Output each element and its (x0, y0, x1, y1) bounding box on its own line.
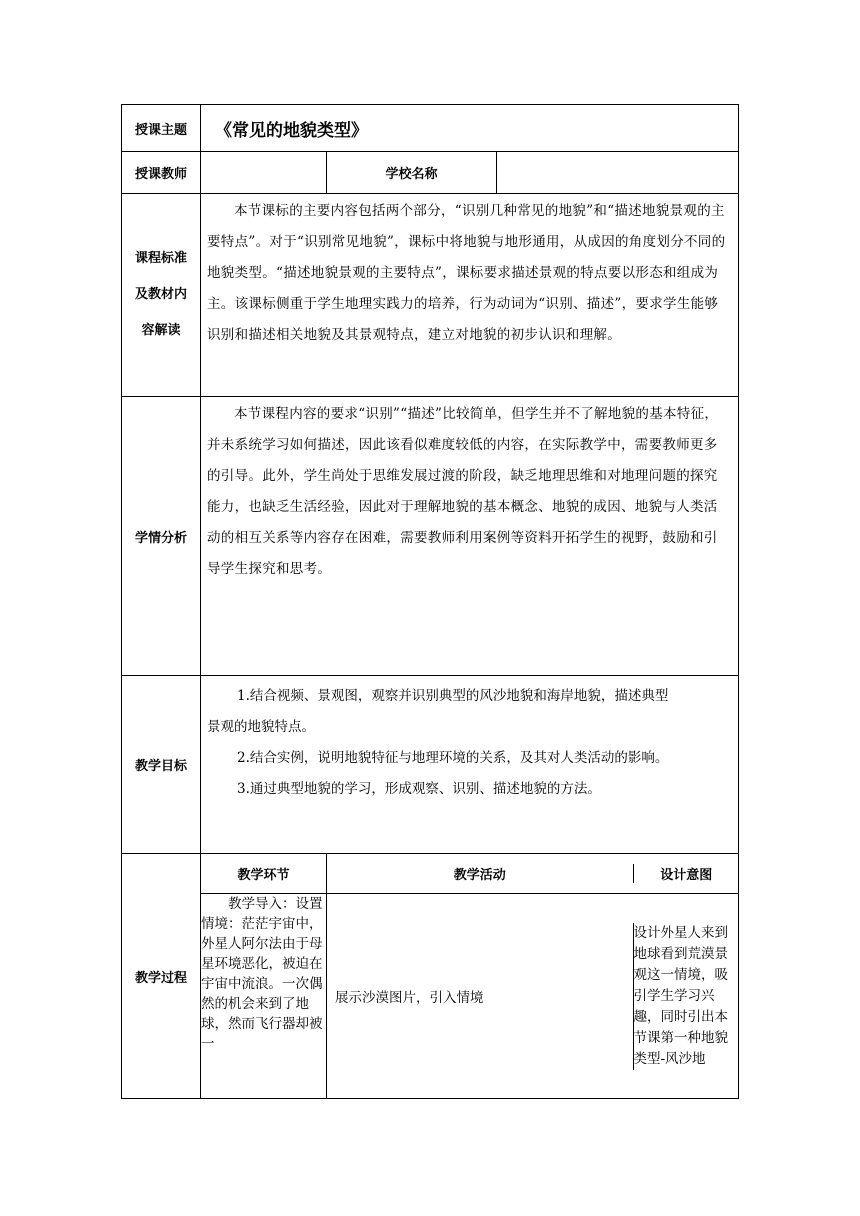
standard-label-line: 容解读 (141, 323, 181, 338)
intent-cell: 设计外星人来到地球看到荒漠景观这一情境，吸引学生学习兴趣，同时引出本节课第一种地貌类型-风沙地 (633, 923, 739, 1070)
topic-label: 授课主题 (122, 105, 201, 152)
standard-row (122, 194, 739, 397)
goals-row (122, 676, 739, 854)
school-label: 学校名称 (327, 152, 497, 194)
process-label: 教学过程 (122, 854, 201, 1099)
standard-label-line: 及教材内 (134, 287, 187, 302)
lesson-plan-table (121, 104, 739, 1099)
goal-item: 3.通过典型地貌的学习，形成观察、识别、描述地貌的方法。 (237, 781, 601, 797)
topic-value: 《常见的地貌类型》 (201, 105, 739, 152)
analysis-text: 本节课程内容的要求“识别”“描述”比较简单，但学生并不了解地貌的基本特征，并未系统学习如何描述，因此该看似难度较低的内容，在实际教学中，需要教师更多的引导。此外，学生尚处于思维发展过渡的阶段，缺乏地理思维和对地理问题的探究能力，也缺乏生活经验，因此对于理解地貌的基本概念、地貌的成因、地貌与人类活动的相互关系等内容存在困难，需要教师利用案例等资料开拓学生的视野，鼓励和引导学生探究和思考。 (207, 406, 719, 577)
intent-header: 设计意图 (633, 864, 739, 883)
goal-item: 1.结合视频、景观图，观察并识别典型的风沙地貌和海岸地貌，描述典型 (237, 688, 669, 704)
activity-header: 教学活动 (327, 864, 633, 883)
process-header-row (122, 854, 739, 894)
stage-header: 教学环节 (201, 854, 327, 894)
teacher-label: 授课教师 (122, 152, 201, 194)
teacher-row (122, 152, 739, 194)
goals-label: 教学目标 (122, 676, 201, 854)
school-value (497, 152, 739, 194)
stage-cell: 教学导入：设置情境：茫茫宇宙中，外星人阿尔法由于母星环境恶化，被迫在宇宙中流浪。一次偶然的机会来到了地球，然而飞行器却被一 (201, 894, 327, 1099)
analysis-label: 学情分析 (122, 397, 201, 676)
process-row (122, 894, 739, 1099)
goal-item-cont: 景观的地貌特点。 (207, 719, 315, 735)
standard-label (122, 194, 201, 397)
analysis-row (122, 397, 739, 676)
standard-text: 本节课标的主要内容包括两个部分，“识别几种常见的地貌”和“描述地貌景观的主要特点”。对于“识别常见地貌”，课标中将地貌与地形通用，从成因的角度划分不同的地貌类型。“描述地貌景观的主要特点”，课标要求描述景观的特点要以形态和组成为主。该课标侧重于学生地理实践力的培养，行为动词为“识别、描述”，要求学生能够识别和描述相关地貌及其景观特点，建立对地貌的初步认识和理解。 (207, 203, 726, 343)
standard-label-line: 课程标准 (134, 251, 187, 266)
goal-item: 2.结合实例，说明地貌特征与地理环境的关系，及其对人类活动的影响。 (237, 750, 669, 766)
process-row-inner (327, 923, 739, 1070)
teacher-value (201, 152, 327, 194)
process-header-inner (327, 864, 739, 883)
topic-row (122, 105, 739, 152)
activity-cell: 展示沙漠图片，引入情境 (327, 923, 633, 1070)
